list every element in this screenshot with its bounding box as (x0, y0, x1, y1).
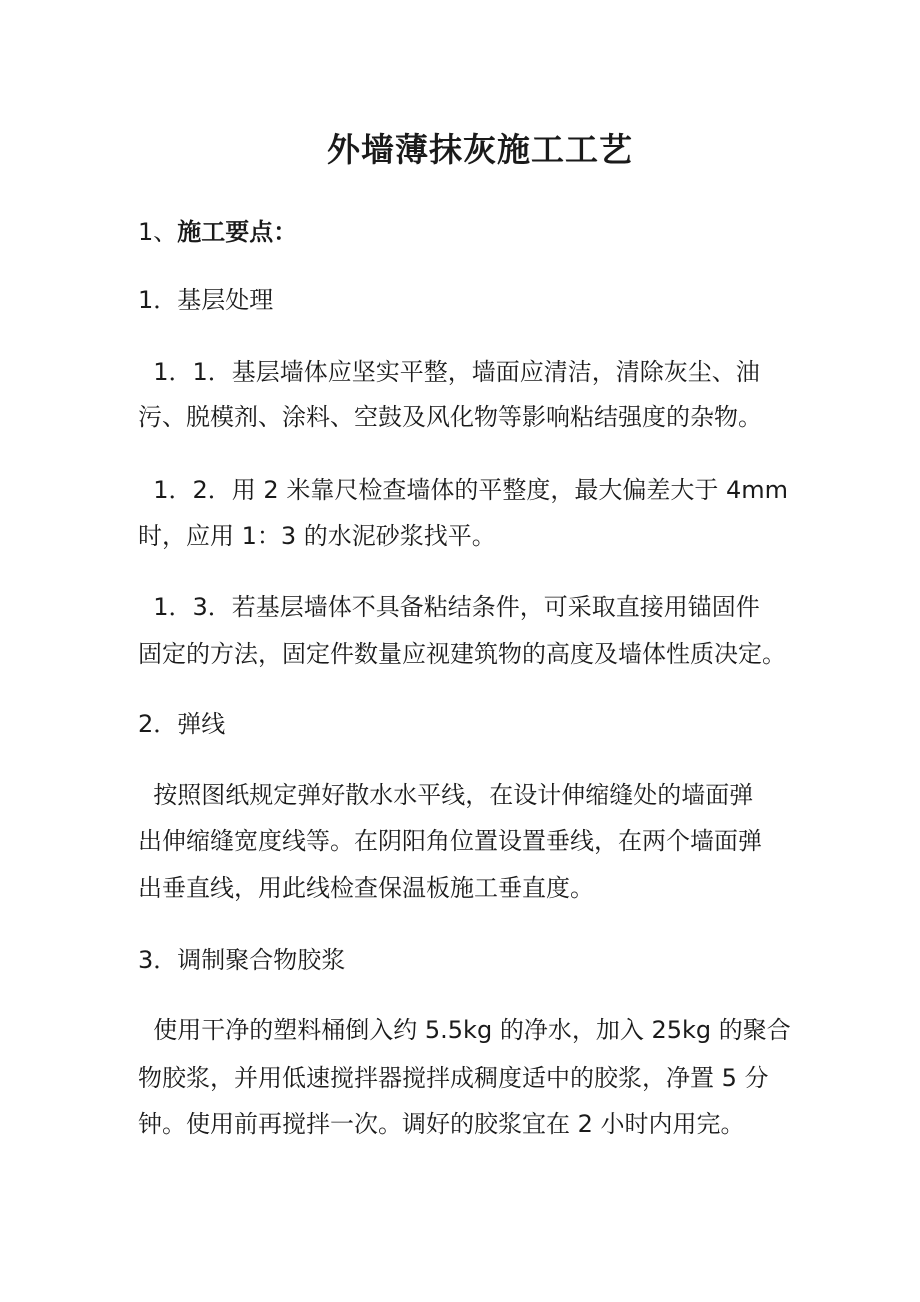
paragraph-2-line-1: 按照图纸规定弹好散水水平线，在设计伸缩缝处的墙面弹 (138, 781, 754, 809)
paragraph-3-line-3: 钟。使用前再搅拌一次。调好的胶浆宜在 2 小时内用完。 (138, 1110, 745, 1138)
section-number: 1、 (138, 218, 178, 246)
paragraph-2-line-3: 出垂直线，用此线检查保温板施工垂直度。 (138, 874, 594, 902)
paragraph-1-1-line-2: 污、脱模剂、涂料、空鼓及风化物等影响粘结强度的杂物。 (138, 403, 762, 431)
paragraph-1-1-line-1: 1．1．基层墙体应坚实平整，墙面应清洁，清除灰尘、油 (138, 358, 760, 386)
paragraph-3-line-1: 使用干净的塑料桶倒入约 5.5kg 的净水，加入 25kg 的聚合 (138, 1016, 791, 1044)
item-heading-3: 3．调制聚合物胶浆 (138, 946, 346, 974)
document-title: 外墙薄抹灰施工工艺 (327, 130, 633, 169)
paragraph-3-line-2: 物胶浆，并用低速搅拌器搅拌成稠度适中的胶浆，净置 5 分 (138, 1064, 769, 1092)
paragraph-2-line-2: 出伸缩缝宽度线等。在阴阳角位置设置垂线，在两个墙面弹 (138, 827, 762, 855)
paragraph-1-3-line-2: 固定的方法，固定件数量应视建筑物的高度及墙体性质决定。 (138, 640, 786, 668)
section-heading (138, 216, 297, 248)
item-heading-2: 2．弹线 (138, 710, 226, 738)
item-heading-1: 1．基层处理 (138, 286, 274, 314)
paragraph-1-2-line-1: 1．2．用 2 米靠尺检查墙体的平整度，最大偏差大于 4mm (138, 476, 788, 504)
paragraph-1-3-line-1: 1．3．若基层墙体不具备粘结条件，可采取直接用锚固件 (138, 593, 760, 621)
section-heading-text: 施工要点： (177, 218, 298, 246)
paragraph-1-2-line-2: 时，应用 1：3 的水泥砂浆找平。 (138, 522, 496, 550)
